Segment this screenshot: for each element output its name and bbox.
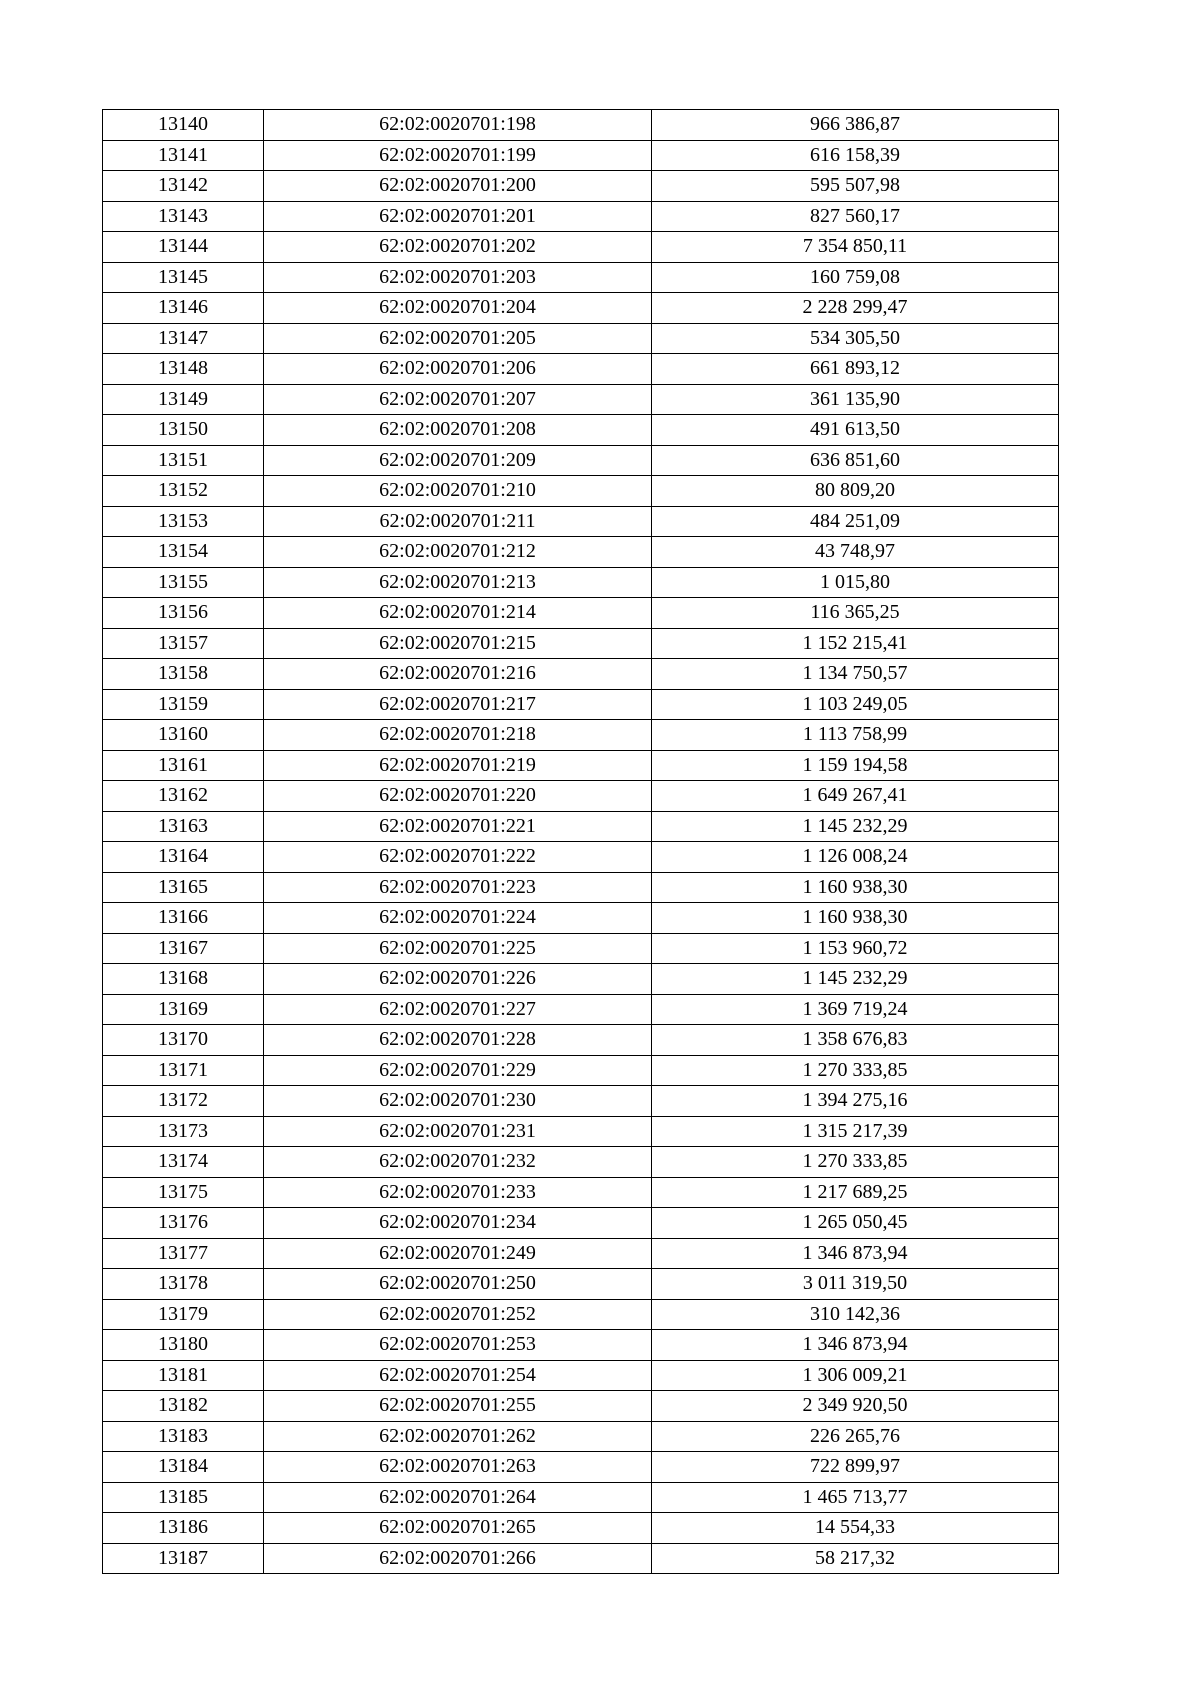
table-row: [103, 1513, 1059, 1544]
cadastral-number-cell: 62:02:0020701:228: [264, 1025, 652, 1056]
row-number-cell: 13141: [103, 140, 264, 171]
table-row: [103, 476, 1059, 507]
table-row: [103, 811, 1059, 842]
row-number-cell: 13174: [103, 1147, 264, 1178]
row-number-cell: 13153: [103, 506, 264, 537]
cadastral-value-cell: 2 349 920,50: [652, 1391, 1059, 1422]
row-number-cell: 13178: [103, 1269, 264, 1300]
cadastral-value-cell: 661 893,12: [652, 354, 1059, 385]
table-row: [103, 628, 1059, 659]
row-number-cell: 13142: [103, 171, 264, 202]
cadastral-value-cell: 1 103 249,05: [652, 689, 1059, 720]
cadastral-number-cell: 62:02:0020701:218: [264, 720, 652, 751]
cadastral-number-cell: 62:02:0020701:264: [264, 1482, 652, 1513]
row-number-cell: 13148: [103, 354, 264, 385]
cadastral-number-cell: 62:02:0020701:209: [264, 445, 652, 476]
table-row: [103, 1269, 1059, 1300]
cadastral-number-cell: 62:02:0020701:201: [264, 201, 652, 232]
cadastral-value-cell: 1 113 758,99: [652, 720, 1059, 751]
cadastral-number-cell: 62:02:0020701:204: [264, 293, 652, 324]
table-row: [103, 232, 1059, 263]
table-row: [103, 689, 1059, 720]
cadastral-value-cell: 827 560,17: [652, 201, 1059, 232]
cadastral-number-cell: 62:02:0020701:202: [264, 232, 652, 263]
cadastral-value-cell: 1 145 232,29: [652, 964, 1059, 995]
table-row: [103, 110, 1059, 141]
cadastral-value-cell: 226 265,76: [652, 1421, 1059, 1452]
cadastral-value-cell: 1 346 873,94: [652, 1238, 1059, 1269]
table-row: [103, 781, 1059, 812]
cadastral-number-cell: 62:02:0020701:230: [264, 1086, 652, 1117]
cadastral-value-cell: 484 251,09: [652, 506, 1059, 537]
cadastral-value-cell: 595 507,98: [652, 171, 1059, 202]
row-number-cell: 13162: [103, 781, 264, 812]
table-row: [103, 323, 1059, 354]
cadastral-value-cell: 1 358 676,83: [652, 1025, 1059, 1056]
cadastral-number-cell: 62:02:0020701:217: [264, 689, 652, 720]
cadastral-number-cell: 62:02:0020701:221: [264, 811, 652, 842]
cadastral-value-cell: 1 145 232,29: [652, 811, 1059, 842]
cadastral-value-cell: 1 465 713,77: [652, 1482, 1059, 1513]
table-row: [103, 872, 1059, 903]
row-number-cell: 13172: [103, 1086, 264, 1117]
cadastral-value-cell: 534 305,50: [652, 323, 1059, 354]
cadastral-number-cell: 62:02:0020701:234: [264, 1208, 652, 1239]
table-row: [103, 1543, 1059, 1574]
row-number-cell: 13180: [103, 1330, 264, 1361]
table-row: [103, 262, 1059, 293]
table-row: [103, 201, 1059, 232]
row-number-cell: 13151: [103, 445, 264, 476]
cadastral-value-cell: 1 153 960,72: [652, 933, 1059, 964]
row-number-cell: 13186: [103, 1513, 264, 1544]
table-row: [103, 903, 1059, 934]
table-row: [103, 445, 1059, 476]
table-row: [103, 537, 1059, 568]
cadastral-number-cell: 62:02:0020701:255: [264, 1391, 652, 1422]
cadastral-number-cell: 62:02:0020701:205: [264, 323, 652, 354]
cadastral-value-cell: 491 613,50: [652, 415, 1059, 446]
cadastral-value-cell: 14 554,33: [652, 1513, 1059, 1544]
table-row: [103, 1482, 1059, 1513]
table-row: [103, 1238, 1059, 1269]
row-number-cell: 13147: [103, 323, 264, 354]
row-number-cell: 13144: [103, 232, 264, 263]
cadastral-number-cell: 62:02:0020701:211: [264, 506, 652, 537]
cadastral-number-cell: 62:02:0020701:226: [264, 964, 652, 995]
table-row: [103, 1208, 1059, 1239]
cadastral-value-cell: 1 346 873,94: [652, 1330, 1059, 1361]
cadastral-value-cell: 1 270 333,85: [652, 1147, 1059, 1178]
cadastral-value-cell: 1 159 194,58: [652, 750, 1059, 781]
table-row: [103, 842, 1059, 873]
cadastral-value-cell: 7 354 850,11: [652, 232, 1059, 263]
cadastral-number-cell: 62:02:0020701:198: [264, 110, 652, 141]
cadastral-value-cell: 160 759,08: [652, 262, 1059, 293]
table-row: [103, 1391, 1059, 1422]
cadastral-value-cell: 1 160 938,30: [652, 872, 1059, 903]
cadastral-value-cell: 1 134 750,57: [652, 659, 1059, 690]
cadastral-value-cell: 80 809,20: [652, 476, 1059, 507]
cadastral-value-cell: 1 217 689,25: [652, 1177, 1059, 1208]
cadastral-value-cell: 1 265 050,45: [652, 1208, 1059, 1239]
row-number-cell: 13152: [103, 476, 264, 507]
table-row: [103, 1421, 1059, 1452]
cadastral-value-cell: 1 369 719,24: [652, 994, 1059, 1025]
row-number-cell: 13145: [103, 262, 264, 293]
table-row: [103, 1452, 1059, 1483]
table-row: [103, 1055, 1059, 1086]
cadastral-number-cell: 62:02:0020701:232: [264, 1147, 652, 1178]
row-number-cell: 13159: [103, 689, 264, 720]
table-row: [103, 354, 1059, 385]
table-row: [103, 933, 1059, 964]
cadastral-number-cell: 62:02:0020701:233: [264, 1177, 652, 1208]
cadastral-number-cell: 62:02:0020701:213: [264, 567, 652, 598]
row-number-cell: 13158: [103, 659, 264, 690]
cadastral-value-table: [102, 109, 1059, 1574]
table-row: [103, 964, 1059, 995]
table-row: [103, 994, 1059, 1025]
cadastral-number-cell: 62:02:0020701:266: [264, 1543, 652, 1574]
table-row: [103, 1330, 1059, 1361]
table-row: [103, 659, 1059, 690]
cadastral-value-cell: 310 142,36: [652, 1299, 1059, 1330]
row-number-cell: 13165: [103, 872, 264, 903]
row-number-cell: 13175: [103, 1177, 264, 1208]
cadastral-number-cell: 62:02:0020701:207: [264, 384, 652, 415]
row-number-cell: 13179: [103, 1299, 264, 1330]
cadastral-value-cell: 966 386,87: [652, 110, 1059, 141]
row-number-cell: 13160: [103, 720, 264, 751]
cadastral-value-cell: 1 160 938,30: [652, 903, 1059, 934]
row-number-cell: 13140: [103, 110, 264, 141]
cadastral-number-cell: 62:02:0020701:214: [264, 598, 652, 629]
cadastral-value-cell: 1 152 215,41: [652, 628, 1059, 659]
row-number-cell: 13166: [103, 903, 264, 934]
row-number-cell: 13143: [103, 201, 264, 232]
cadastral-value-cell: 1 394 275,16: [652, 1086, 1059, 1117]
cadastral-value-cell: 361 135,90: [652, 384, 1059, 415]
cadastral-number-cell: 62:02:0020701:216: [264, 659, 652, 690]
cadastral-value-cell: 1 315 217,39: [652, 1116, 1059, 1147]
cadastral-number-cell: 62:02:0020701:212: [264, 537, 652, 568]
table-row: [103, 140, 1059, 171]
cadastral-value-cell: 58 217,32: [652, 1543, 1059, 1574]
cadastral-number-cell: 62:02:0020701:208: [264, 415, 652, 446]
table-row: [103, 293, 1059, 324]
row-number-cell: 13181: [103, 1360, 264, 1391]
cadastral-number-cell: 62:02:0020701:231: [264, 1116, 652, 1147]
table-row: [103, 1116, 1059, 1147]
cadastral-number-cell: 62:02:0020701:206: [264, 354, 652, 385]
cadastral-value-cell: 43 748,97: [652, 537, 1059, 568]
cadastral-value-cell: 616 158,39: [652, 140, 1059, 171]
cadastral-number-cell: 62:02:0020701:210: [264, 476, 652, 507]
cadastral-number-cell: 62:02:0020701:200: [264, 171, 652, 202]
table-row: [103, 1299, 1059, 1330]
table-row: [103, 567, 1059, 598]
row-number-cell: 13182: [103, 1391, 264, 1422]
cadastral-number-cell: 62:02:0020701:220: [264, 781, 652, 812]
row-number-cell: 13161: [103, 750, 264, 781]
row-number-cell: 13168: [103, 964, 264, 995]
cadastral-value-cell: 2 228 299,47: [652, 293, 1059, 324]
row-number-cell: 13169: [103, 994, 264, 1025]
cadastral-value-cell: 3 011 319,50: [652, 1269, 1059, 1300]
cadastral-number-cell: 62:02:0020701:215: [264, 628, 652, 659]
cadastral-value-cell: 636 851,60: [652, 445, 1059, 476]
cadastral-value-cell: 1 649 267,41: [652, 781, 1059, 812]
table-row: [103, 1147, 1059, 1178]
table-row: [103, 506, 1059, 537]
table-row: [103, 750, 1059, 781]
row-number-cell: 13171: [103, 1055, 264, 1086]
table-row: [103, 720, 1059, 751]
cadastral-value-cell: 1 306 009,21: [652, 1360, 1059, 1391]
cadastral-number-cell: 62:02:0020701:222: [264, 842, 652, 873]
cadastral-value-cell: 722 899,97: [652, 1452, 1059, 1483]
row-number-cell: 13177: [103, 1238, 264, 1269]
row-number-cell: 13164: [103, 842, 264, 873]
row-number-cell: 13183: [103, 1421, 264, 1452]
row-number-cell: 13154: [103, 537, 264, 568]
table-row: [103, 1177, 1059, 1208]
cadastral-number-cell: 62:02:0020701:250: [264, 1269, 652, 1300]
row-number-cell: 13156: [103, 598, 264, 629]
cadastral-number-cell: 62:02:0020701:249: [264, 1238, 652, 1269]
row-number-cell: 13184: [103, 1452, 264, 1483]
row-number-cell: 13149: [103, 384, 264, 415]
cadastral-number-cell: 62:02:0020701:203: [264, 262, 652, 293]
cadastral-number-cell: 62:02:0020701:219: [264, 750, 652, 781]
cadastral-number-cell: 62:02:0020701:227: [264, 994, 652, 1025]
table-body: [103, 110, 1059, 1574]
table-row: [103, 1360, 1059, 1391]
cadastral-value-cell: 1 015,80: [652, 567, 1059, 598]
cadastral-number-cell: 62:02:0020701:262: [264, 1421, 652, 1452]
cadastral-number-cell: 62:02:0020701:265: [264, 1513, 652, 1544]
row-number-cell: 13187: [103, 1543, 264, 1574]
cadastral-number-cell: 62:02:0020701:254: [264, 1360, 652, 1391]
cadastral-number-cell: 62:02:0020701:224: [264, 903, 652, 934]
cadastral-number-cell: 62:02:0020701:199: [264, 140, 652, 171]
row-number-cell: 13167: [103, 933, 264, 964]
table-row: [103, 384, 1059, 415]
cadastral-number-cell: 62:02:0020701:253: [264, 1330, 652, 1361]
row-number-cell: 13185: [103, 1482, 264, 1513]
cadastral-number-cell: 62:02:0020701:252: [264, 1299, 652, 1330]
cadastral-number-cell: 62:02:0020701:229: [264, 1055, 652, 1086]
cadastral-value-cell: 116 365,25: [652, 598, 1059, 629]
row-number-cell: 13176: [103, 1208, 264, 1239]
row-number-cell: 13155: [103, 567, 264, 598]
row-number-cell: 13150: [103, 415, 264, 446]
table-row: [103, 171, 1059, 202]
cadastral-number-cell: 62:02:0020701:225: [264, 933, 652, 964]
table-row: [103, 1086, 1059, 1117]
row-number-cell: 13173: [103, 1116, 264, 1147]
row-number-cell: 13157: [103, 628, 264, 659]
table-row: [103, 598, 1059, 629]
table-row: [103, 1025, 1059, 1056]
row-number-cell: 13163: [103, 811, 264, 842]
cadastral-value-cell: 1 270 333,85: [652, 1055, 1059, 1086]
cadastral-number-cell: 62:02:0020701:223: [264, 872, 652, 903]
table-row: [103, 415, 1059, 446]
row-number-cell: 13146: [103, 293, 264, 324]
row-number-cell: 13170: [103, 1025, 264, 1056]
cadastral-number-cell: 62:02:0020701:263: [264, 1452, 652, 1483]
cadastral-value-cell: 1 126 008,24: [652, 842, 1059, 873]
